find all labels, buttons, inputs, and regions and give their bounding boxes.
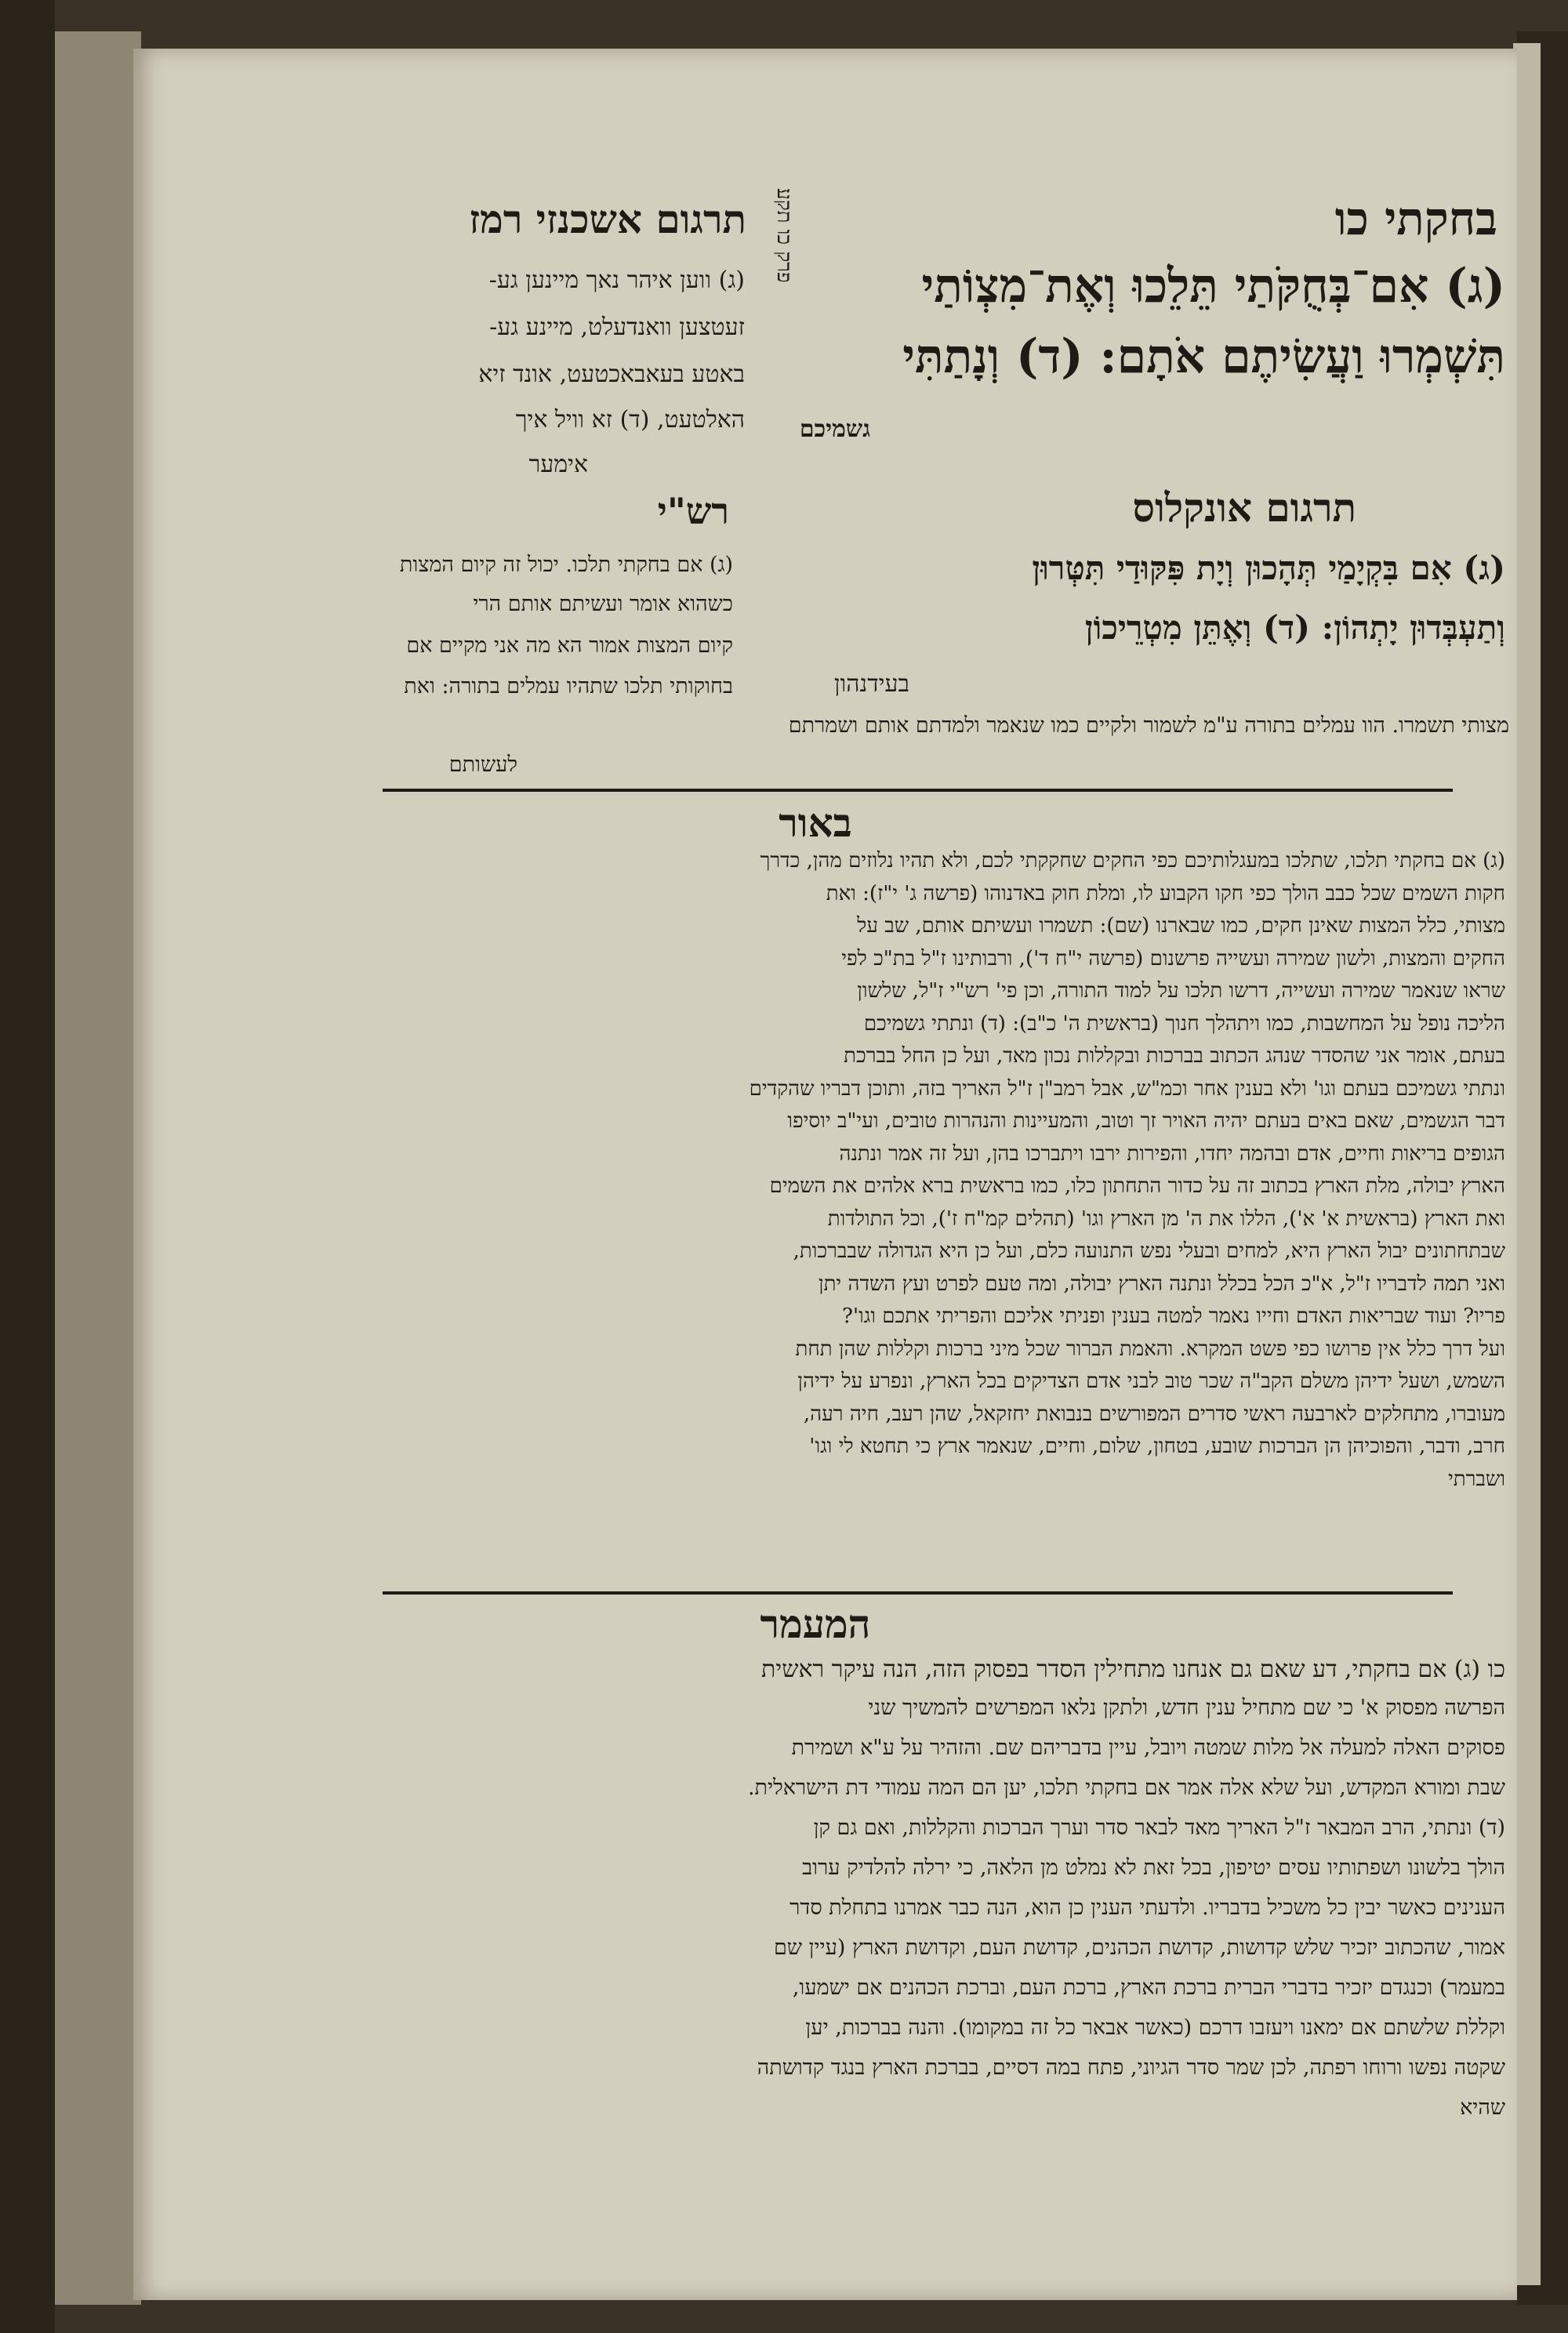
torah-line-1: (ג) אִם־בְּחֻקֹּתַי תֵּלֵכוּ וְאֶת־מִצְוֹתַי (921, 259, 1505, 314)
side-note: פרק כו תקע (772, 188, 796, 283)
biur-line: שבתחתונים יבול הארץ היא, למחים ובעלי נפש התנועה כלם, ועל כן היא הגדולה שבברכות, (793, 1239, 1505, 1263)
yiddish-line-4: האלטעט, (ד) זא וויל איך (515, 406, 745, 434)
torah-line-2: תִּשְׁמְרוּ וַעֲשִׂיתֶם אֹתָם: (ד) וְנָתַתִּי (902, 329, 1505, 384)
rashi-line-3: קיום המצות אמור הא מה אני מקיים אם (406, 633, 733, 658)
hameamer-line: הפרשה מפסוק א' כי שם מתחיל ענין חדש, ולתקן נלאו המפרשים להמשיך שני (868, 1696, 1505, 1720)
rashi-line-2: כשהוא אומר ועשיתם אותם הרי (473, 592, 733, 616)
biur-line: ועל דרך כלל אין פרושו כפי פשט המקרא. והאמת הברור שכל מיני ברכות וקללות שהן תחת (795, 1337, 1505, 1361)
onkelos-title: תרגום אונקלוס (1132, 484, 1356, 531)
hameamer-line: שהיא (1460, 2095, 1505, 2120)
rashi-title: רש"י (657, 490, 729, 532)
hameamer-line: שבת ומורא המקדש, ועל שלא אלה אמר אם בחקתי תלכו, יען הם המה עמודי דת הישראלית. (747, 1776, 1505, 1800)
rashi-line-6: לעשותם (448, 753, 517, 777)
biur-line: מעוברו, מתחלקים לארבעה ראשי סדרים המפורשים בנבואת יחזקאל, שהן רעב, חיה רעה, (803, 1402, 1505, 1426)
biur-line: שראו שנאמר שמירה ועשייה, דרשו תלכו על למוד התורה, וכן פי' רש"י ז"ל, שלשון (857, 979, 1505, 1003)
onkelos-line-2: וְתַעְבְּדוּן יָתְהוֹן: (ד) וְאֶתֵּן מִטְרֵיכוֹן (1084, 608, 1505, 647)
yiddish-line-1: (ג) ווען איהר נאך מיינען גע- (488, 267, 745, 294)
onkelos-line-1: (ג) אִם בִּקְיָמַי תְּהָכוּן וְיָת פִּקּוּדַי תִּטְּרוּן (1032, 549, 1505, 587)
hameamer-line: הולך בלשונו ושפתותיו עסים יטיפון, בכל זאת לא נמלט מן הלאה, כי ירלה להלדיק ערוב (802, 1856, 1505, 1880)
rashi-line-4: בחוקותי תלכו שתהיו עמלים בתורה: ואת (404, 674, 733, 698)
biur-line: הליכה נופל על המחשבות, כמו ויתהלך חנוך (בראשית ה' כ"ב): (ד) ונתתי גשמיכם (863, 1011, 1505, 1036)
biur-line: (ג) אם בחקתי תלכו, שתלכו במעגלותיכם כפי החקים שחקקתי לכם, ולא תהיו נלוזים מהן, כדרך (760, 849, 1505, 873)
parasha-header: בחקתי כו (1334, 192, 1497, 245)
onkelos-line-3: בעידנהון (833, 670, 909, 698)
biur-line: ושברתי (1447, 1467, 1505, 1491)
biur-line: חרב, ודבר, והפוכיהן הן הברכות שובע, בטחון, שלום, וחיים, שנאמר ארץ כי תחטא לי וגו' (809, 1435, 1505, 1458)
hameamer-line: וקללת שלשתם אם ימאנו ויעזבו דרכם (כאשר אבאר כל זה במקומו). והנה בברכות, יען (805, 2016, 1505, 2040)
yiddish-line-3: באטע בעאבאכטעט, אונד זיא (478, 361, 745, 388)
biur-line: חקות השמים שכל כבב הולך כפי חקו הקבוע לו, ומלת חוק באדנוהו (פרשה ג' י"ז): ואת (826, 881, 1505, 905)
yiddish-line-5: אימער (528, 451, 588, 478)
hameamer-line: הענינים כאשר יבין כל משכיל בדבריו. ולדעתי הענין כן הוא, הנה כבר אמרנו בתחלת סדר (789, 1896, 1505, 1920)
biur-line: הגופים בריאות וחיים, אדם ובהמה יחדו, והפירות ירבו ויתברכו בהן, ועל זה אמר ונתנה (839, 1141, 1505, 1166)
hameamer-line: כו (ג) אם בחקתי, דע שאם גם אנחנו מתחילין הסדר בפסוק הזה, הנה עיקר ראשית (761, 1656, 1505, 1683)
biur-line: השמש, ושעל ידיהן משלם הקב"ה שכר טוב לבני אדם הצדיקים בכל הארץ, ונפרע על ידיהן (797, 1370, 1505, 1393)
biur-line: מצותי, כלל המצות שאינן חקים, כמו שבארנו (שם): תשמרו ועשיתם אותם, שב על (857, 914, 1505, 938)
hameamer-line: אמור, שהכתוב יזכיר שלש קדושות, קדושת הכהנים, קדושת העם, וקדושת הארץ (עיין שם (774, 1936, 1505, 1960)
hameamer-title: המעמר (760, 1601, 871, 1647)
rashi-line-5: מצותי תשמרו. הוו עמלים בתורה ע"מ לשמור ולקיים כמו שנאמר ולמדתם אותם ושמרתם (788, 713, 1509, 738)
biur-line: ואני תמה לדבריו ז"ל, א"כ הכל בכלל ונתנה הארץ יבולה, ומה טעם לפרט ועץ השדה יתן (818, 1272, 1505, 1296)
divider-1 (383, 789, 1453, 792)
biur-line: ואת הארץ (בראשית א' א'), הללו את ה' מן הארץ וגו' (תהלים קמ"ח ז'), וכל התולדות (827, 1206, 1505, 1231)
hameamer-line: פסוקים האלה למעלה אל מלות שמטה ויובל, עיין בדבריהם שם. והזהיר על ע"א ושמירת (791, 1736, 1505, 1760)
biur-line: דבר הגשמים, שאם באים בעתם יהיה האויר זך וטוב, והמעיינות והנהרות טובים, ועי"ב יוסיפו (787, 1109, 1505, 1133)
biur-line: פריו? ועוד שבריאות האדם וחייו נאמר למטה בענין ופניתי אליכם והפריתי אתכם וגו'? (842, 1304, 1505, 1328)
hameamer-line: שקטה נפשו ורוחו רפתה, לכן שמר סדר הגיוני, פתח במה דסיים, בברכת הארץ בנגד קדושתה (757, 2055, 1505, 2080)
biur-title: באור (779, 800, 852, 846)
biur-line: בעתם, אומר אני שהסדר שנהג הכתוב בברכות ובקללות נכון מאד, ועל כן החל בברכת (844, 1044, 1505, 1068)
biur-line: החקים והמצות, ולשון שמירה ועשייה פרשנום (פרשה י"ח ד'), ורבותינו ז"ל בת"כ לפי (841, 946, 1505, 971)
hameamer-line: במעמר) וכנגדם יזכיר בדברי הברית ברכת הארץ, ברכת העם, וברכת הכהנים אם ישמעו, (792, 1976, 1505, 2000)
yiddish-line-2: זעטצען וואנדעלט, מיינע גע- (489, 314, 745, 341)
hameamer-line: (ד) ונתתי, הרב המבאר ז"ל האריך מאד לבאר סדר וערך הברכות והקללות, ואם גם קן (813, 1816, 1505, 1840)
biur-line: הארץ יבולה, מלת הארץ בכתוב זה על כדור התחתון כלו, כמו בראשית ברא אלהים את השמים (769, 1174, 1505, 1198)
divider-2 (383, 1591, 1453, 1595)
torah-line-3: גשמיכם (799, 415, 870, 443)
rashi-line-1: (ג) אם בחקתי תלכו. יכול זה קיום המצות (399, 553, 733, 577)
biur-line: ונתתי גשמיכם בעתם וגו' ולא בענין אחר וכמ"ש, אבל רמב"ן ז"ל האריך בזה, ותוכן דבריו שהקדים (749, 1076, 1505, 1101)
yiddish-title: תרגום אשכנזי רמז (469, 196, 746, 242)
